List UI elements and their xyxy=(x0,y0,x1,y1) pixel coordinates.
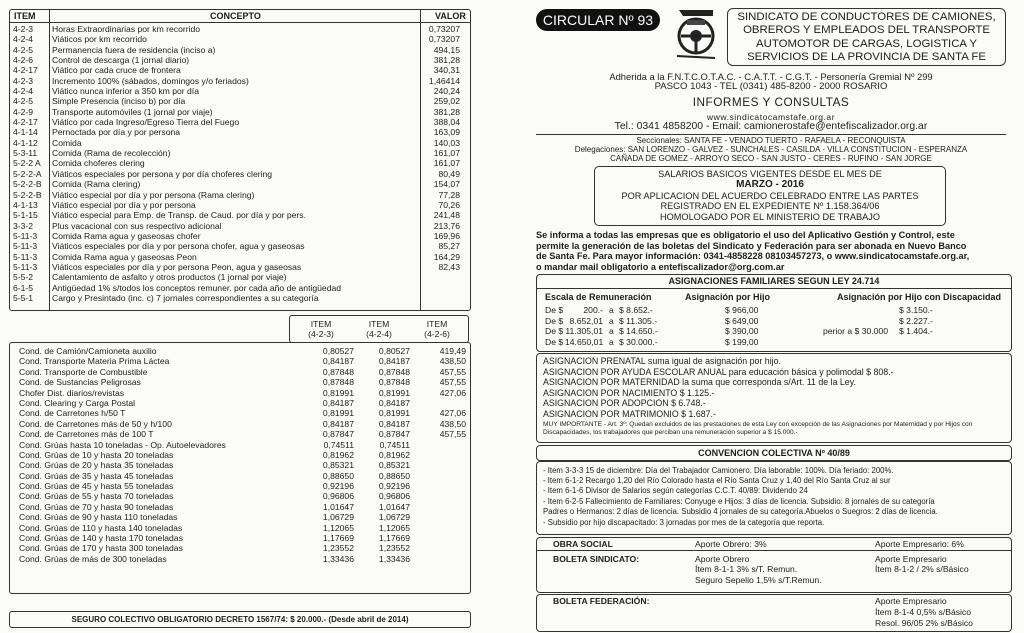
item-code: 5-2-2 A xyxy=(13,158,41,169)
cond-value-426: 457,55 xyxy=(439,377,466,388)
cond-value-424: 0,92196 xyxy=(378,481,410,492)
items-table-row xyxy=(10,34,470,44)
cond-value-423: 0,81962 xyxy=(322,449,354,460)
cond-value-424: 0,84187 xyxy=(378,397,410,408)
cond-table-row xyxy=(10,554,470,564)
cond-value-424: 0,84187 xyxy=(378,356,410,367)
item-code: 4-1-14 xyxy=(13,127,38,138)
items-table-row xyxy=(10,200,470,210)
items-table-row xyxy=(10,210,470,220)
cond-value-423: 0,96806 xyxy=(322,491,354,502)
item-code: 4-2-3 xyxy=(13,75,34,86)
address-line: PASCO 1043 - TEL (0341) 485-8200 - 2000 ROSARIO xyxy=(654,81,888,92)
items-table-row xyxy=(10,190,470,200)
cond-table-row xyxy=(10,356,470,366)
cond-value-426: 427,06 xyxy=(439,387,466,398)
asignaciones-row: De $ 200.- a $ 8.652.- $ 966,00 $ 3.150.- xyxy=(545,305,933,315)
cond-desc: Cond. Grúas de 140 y hasta 170 toneladas xyxy=(19,533,183,544)
cond-desc: Cond. de Sustancias Peligrosas xyxy=(19,377,141,388)
cond-value-423: 1,01647 xyxy=(322,501,354,512)
item-concepto: Calentamiento de asfalto y otros productos (1 jornal por viaje) xyxy=(52,272,287,283)
item-concepto: Pernoctada por día y por persona xyxy=(52,127,181,138)
items-table-row xyxy=(10,169,470,179)
cond-desc: Cond. de Carretones más de 100 T xyxy=(19,429,154,440)
items-table-row xyxy=(10,221,470,231)
item-code: 4-2-3 xyxy=(13,24,34,34)
cond-desc: Cond. Grúas de 20 y hasta 35 toneladas xyxy=(19,460,174,471)
cond-value-424: 0,87847 xyxy=(378,429,410,440)
items-table-row xyxy=(10,138,470,148)
cond-value-424: 0,88650 xyxy=(378,470,410,481)
cond-table xyxy=(9,342,471,594)
circular-badge: CIRCULAR Nº 93 xyxy=(536,9,660,31)
item-code: 4-1-13 xyxy=(13,199,38,210)
cond-value-423: 0,81991 xyxy=(322,408,354,419)
boleta-federacion-box: BOLETA FEDERACIÓN: Aporte Empresario Ítem 8-1-4 0,5% s/Básico Resol. 96/05 2% s/Básico xyxy=(536,594,1012,632)
item-code: 5-2-2-A xyxy=(13,168,42,179)
cond-desc: Cond. Transporte de Combustible xyxy=(19,366,148,377)
item-code: 5-3-11 xyxy=(13,148,38,159)
cond-desc: Cond. Grúas de 170 y hasta 300 toneladas xyxy=(19,543,183,554)
items-table-row xyxy=(10,96,470,106)
cond-desc: Cond. Grúas de 90 y hasta 110 toneladas xyxy=(19,512,178,523)
item-code: 4-2-6 xyxy=(13,55,34,66)
cond-value-424: 0,81991 xyxy=(378,387,410,398)
cond-table-row xyxy=(10,460,470,470)
cond-table-row xyxy=(10,398,470,408)
cond-value-424: 0,96806 xyxy=(378,491,410,502)
asignaciones-title: ASIGNACIONES FAMILIARES SEGUN LEY 24.714 xyxy=(537,275,1011,289)
item-concepto: Viático nunca inferior a 350 km por día xyxy=(52,86,199,97)
item-concepto: Comida choferes clering xyxy=(52,158,145,169)
items-table-row xyxy=(10,293,470,303)
cond-table-row xyxy=(10,523,470,533)
items-table-row xyxy=(10,283,470,293)
items-table xyxy=(9,9,471,311)
items-table-row xyxy=(10,252,470,262)
cond-value-426: 457,55 xyxy=(439,429,466,440)
muy-importante-note: MUY IMPORTANTE - Art. 3º: Quedan excluidos de las prestaciones de esta Ley con excepción de las Asignaciones por Maternidad y por Hijos con Discapacidades, los trabajadores que perciban una remuneración superior a $ 15.000.- xyxy=(543,421,973,436)
cond-desc: Cond. Grúas de 10 y hasta 20 toneladas xyxy=(19,449,174,460)
cond-desc: Cond. Grúas de 55 y hasta 70 toneladas xyxy=(19,491,174,502)
cond-value-424: 0,80527 xyxy=(378,346,410,356)
cond-value-424: 0,85321 xyxy=(378,460,410,471)
cond-desc: Cond. de Carretones más de 50 y h/100 xyxy=(19,418,172,429)
cond-table-row xyxy=(10,491,470,501)
items-rows xyxy=(10,24,470,303)
header-item: ITEM xyxy=(14,11,36,21)
asignaciones-row: De $ 11.305,01 a $ 14.650.- $ 390,00 perior a $ 30.000 $ 1.404.- xyxy=(545,326,933,336)
items-table-row xyxy=(10,179,470,189)
item-concepto: Comida Rama agua y gaseosas Peon xyxy=(52,251,197,262)
cond-value-423: 1,17669 xyxy=(322,533,354,544)
item-concepto: Antigüedad 1% s/todos los conceptos remuner. por cada año de antigüedad xyxy=(52,282,342,293)
item-valor: 163,09 xyxy=(433,127,460,138)
items-table-row xyxy=(10,231,470,241)
items-table-row xyxy=(10,262,470,272)
cond-value-423: 1,33436 xyxy=(322,553,354,564)
item-concepto: Incremento 100% (sábados, domingos y/o feriados) xyxy=(52,75,249,86)
item-valor: 494,15 xyxy=(433,44,460,55)
item-valor: 381,28 xyxy=(433,106,460,117)
seguro-banner: SEGURO COLECTIVO OBLIGATORIO DECRETO 1567/74: $ 20.000.- (Desde abril de 2014) xyxy=(9,611,471,628)
item-valor: 140,03 xyxy=(433,137,460,148)
items-table-row xyxy=(10,272,470,282)
cond-value-426: 427,06 xyxy=(439,408,466,419)
steering-wheel-logo-icon xyxy=(673,6,719,64)
cond-value-424: 0,74511 xyxy=(379,439,410,450)
adherida-line: Adherida a la F.N.T.C.O.T.A.C. - C.A.T.T. - C.G.T. - Personería Gremial Nº 299 xyxy=(609,71,933,82)
item-code: 5-5-2 xyxy=(13,272,34,283)
cond-value-423: 0,74511 xyxy=(323,439,354,450)
item-valor: 164,29 xyxy=(433,251,460,262)
items-table-row xyxy=(10,148,470,158)
cond-value-426: 419,49 xyxy=(439,346,466,356)
item-valor: 0,73207 xyxy=(428,24,460,34)
cond-desc: Cond. Grúas hasta 10 toneladas - Op. Autoelevadores xyxy=(19,439,226,450)
item-code: 5-1-15 xyxy=(13,210,38,221)
items-table-row xyxy=(10,65,470,75)
cond-header-col-1: ITEM (4-2-3) xyxy=(308,319,334,339)
cond-table-row xyxy=(10,408,470,418)
cond-desc: Cond. Clearing y Carga Postal xyxy=(19,397,136,408)
cond-value-424: 0,81991 xyxy=(378,408,410,419)
cond-value-423: 0,88650 xyxy=(322,470,354,481)
items-table-row xyxy=(10,241,470,251)
cond-desc: Cond. Grúas de 45 y hasta 55 toneladas xyxy=(19,481,174,492)
item-code: 5-2-2-B xyxy=(13,179,42,190)
item-valor: 259,02 xyxy=(433,96,460,107)
website-link[interactable]: www.sindicatocamstafe.org.ar xyxy=(706,112,836,122)
cond-value-423: 0,92196 xyxy=(322,481,354,492)
item-valor: 1,46414 xyxy=(428,75,460,86)
item-code: 4-2-17 xyxy=(13,65,38,76)
cond-value-424: 0,81962 xyxy=(378,449,410,460)
item-code: 5-5-1 xyxy=(13,292,34,303)
item-valor: 77,28 xyxy=(438,189,460,200)
contact-line: Tel.: 0341 4858200 - Email: camionerostafe@entefiscalizador.org.ar xyxy=(614,121,928,132)
items-table-row xyxy=(10,117,470,127)
item-code: 4-2-9 xyxy=(13,106,34,117)
cond-value-423: 1,12065 xyxy=(322,522,354,533)
cond-desc: Cond. Grúas de 35 y hasta 45 toneladas xyxy=(19,470,174,481)
item-valor: 80,49 xyxy=(438,168,460,179)
item-valor: 240,24 xyxy=(433,86,460,97)
cond-value-424: 1,23552 xyxy=(378,543,410,554)
item-valor: 161,07 xyxy=(433,148,460,159)
item-code: 5-11-3 xyxy=(13,261,38,272)
item-concepto: Permanencia fuera de residencia (inciso a) xyxy=(52,44,216,55)
cond-table-row xyxy=(10,450,470,460)
cond-rows xyxy=(10,346,470,564)
cond-table-row xyxy=(10,388,470,398)
cond-value-423: 0,80527 xyxy=(322,346,354,356)
salarios-box: SALARIOS BASICOS VIGENTES DESDE EL MES DE MARZO - 2016 POR APLICACION DEL ACUERDO CELEBRADO ENTRE LAS PARTES REGISTRADO EN EL EXPEDIENTE Nº 1.158.364/06 HOMOLOGADO POR EL MINISTERIO DE TRABAJO xyxy=(594,166,946,226)
cond-desc: Cond. de Camión/Camioneta auxilio xyxy=(19,346,157,356)
item-concepto: Viático por cada Ingreso/Egreso Tierra del Fuego xyxy=(52,117,240,128)
items-table-row xyxy=(10,158,470,168)
items-table-row xyxy=(10,24,470,34)
items-table-row xyxy=(10,86,470,96)
cond-value-426: 438,50 xyxy=(439,418,466,429)
item-code: 4-2-4 xyxy=(13,86,34,97)
item-concepto: Viáticos por km recorrido xyxy=(52,34,147,45)
item-concepto: Viáticos especiales por día y por persona Peon, agua y gaseosas xyxy=(52,261,302,272)
cond-value-424: 0,87848 xyxy=(378,366,410,377)
item-concepto: Comida (Rama clering) xyxy=(52,179,141,190)
item-concepto: Viático especial para Emp. de Transp. de Caud. por día y por pers. xyxy=(52,210,306,221)
item-valor: 161,07 xyxy=(433,158,460,169)
informes-title: INFORMES Y CONSULTAS xyxy=(692,95,850,109)
cond-value-424: 0,87848 xyxy=(378,377,410,388)
cond-header-col-2: ITEM (4-2-4) xyxy=(366,319,392,339)
item-concepto: Viáticos especiales por persona y por día choferes clering xyxy=(52,168,273,179)
item-concepto: Comida xyxy=(52,137,82,148)
cond-table-row xyxy=(10,346,470,356)
item-concepto: Simple Presencia (inciso b) por día xyxy=(52,96,186,107)
cond-desc: Cond. Transporte Materia Prima Láctea xyxy=(19,356,170,367)
item-concepto: Control de descarga (1 jornal diario) xyxy=(52,55,190,66)
cond-value-423: 0,87847 xyxy=(322,429,354,440)
cond-value-423: 0,84187 xyxy=(322,356,354,367)
asignaciones-row: De $ 14.650,01 a $ 30.000.- $ 199,00 xyxy=(545,336,759,347)
cond-value-423: 1,06729 xyxy=(322,512,354,523)
info-paragraph: Se informa a todas las empresas que es obligatorio el uso del Aplicativo Gestión y Control, este permite la generación de las boletas del Sindicato y Federación para ser abonada en Nuevo Banco de Santa Fe. Para mayor información: 0341-4858228 08103457273, o www.sindicatocamstafe.org.ar, o mandar mail obligatorio a entefiscalizador@org.com.ar xyxy=(536,230,970,272)
items-table-row xyxy=(10,127,470,137)
item-code: 5-11-3 xyxy=(13,251,38,262)
items-table-row xyxy=(10,107,470,117)
cond-header-col-3: ITEM (4-2-6) xyxy=(424,319,450,339)
convencion-title: CONVENCION COLECTIVA Nº 40/89 xyxy=(536,445,1012,461)
cond-table-row xyxy=(10,502,470,512)
cond-value-423: 0,81991 xyxy=(322,387,354,398)
item-concepto: Cargo y Presintado (inc. c) 7 jornales correspondientes a su categoría xyxy=(52,292,319,303)
item-valor: 241,48 xyxy=(433,210,460,221)
cond-table-row xyxy=(10,543,470,553)
sindicato-name-box: SINDICATO DE CONDUCTORES DE CAMIONES, OBREROS Y EMPLEADOS DEL TRANSPORTE AUTOMOTOR DE CARGAS, LOGISTICA Y SERVICIOS DE LA PROVINCIA DE SANTA FE xyxy=(727,8,1006,66)
cond-value-424: 1,06729 xyxy=(378,512,410,523)
cond-value-423: 0,84187 xyxy=(322,418,354,429)
convencion-box: - Item 3-3-3 15 de diciembre: Día del Trabajador Camionero. Día laborable: 100%. Día feriado: 200%. - Item 6-1-2 Recargo 1,20 del Río Colorado hasta el Río Santa Cruz y 1,40 del Río Santa Cruz al sur - Item 6-1-6 Divisor de Salarios según categorías C.C.T. 40/89: Dividendo 24 - Item 6-2-5 Fallecimiento de Familiares: Conyuge e Hijos: 3 días de licencia. Subsidio: 8 jornales de su categoría Padres o Hermanos: 2 días de licencia. Subsidio 4 jornales de su categoría.Abuelos o Suegros: 2 días de licencia. - Subsidio por hijo discapacitado: 3 jornadas por mes de la categoría que reporta. xyxy=(536,461,1012,535)
items-table-row xyxy=(10,55,470,65)
item-code: 3-3-2 xyxy=(13,220,34,231)
cond-value-426: 438,50 xyxy=(439,356,466,367)
cond-table-row xyxy=(10,377,470,387)
item-valor: 340,31 xyxy=(433,65,460,76)
cond-table-row xyxy=(10,533,470,543)
item-valor: 70,26 xyxy=(438,199,460,210)
cond-table-row xyxy=(10,429,470,439)
item-code: 5-11-3 xyxy=(13,230,38,241)
obra-social-box: OBRA SOCIAL Aporte Obrero: 3% Aporte Empresario: 6% BOLETA SINDICATO: Aporte Obrero Ítem 8-1-1 3% s/T. Remun. Seguro Sepelio 1,5% s/T.Remun. Aporte Empresario Ítem 8-1-2 / 2% s/Básico xyxy=(536,537,1012,593)
item-code: 5-2-2-B xyxy=(13,189,42,200)
items-table-header xyxy=(10,10,470,23)
cond-value-423: 0,85321 xyxy=(322,460,354,471)
cond-desc: Chofer Dist. diarios/revistas xyxy=(19,387,125,398)
item-valor: 154,07 xyxy=(433,179,460,190)
cond-desc: Cond. de Carretones h/50 T xyxy=(19,408,126,419)
item-concepto: Viático por cada cruce de frontera xyxy=(52,65,181,76)
item-code: 5-11-3 xyxy=(13,241,38,252)
item-concepto: Transporte automóviles (1 jornal por viaje) xyxy=(52,106,213,117)
cond-table-header xyxy=(289,315,469,343)
cond-desc: Cond. Grúas de 70 y hasta 90 toneladas xyxy=(19,501,174,512)
item-code: 6-1-5 xyxy=(13,282,34,293)
item-concepto: Plus vacacional con sus respectivo adicional xyxy=(52,220,222,231)
item-valor: 169,96 xyxy=(433,230,460,241)
header-concepto: CONCEPTO xyxy=(210,11,261,21)
item-code: 4-1-12 xyxy=(13,137,38,148)
item-valor: 85,27 xyxy=(438,241,460,252)
asignaciones-box: ASIGNACIONES FAMILIARES SEGUN LEY 24.714 Escala de Remuneración Asignación por Hijo Asignación por Hijo con Discapacidad De $ 200.- a $ 8.652.- $ 966,00 $ 3.150.- De $ 8.652,01 a $ 11.305.- $ 649,00 $ 2.227.- De $ 11.305,01 a $ 14.650.- $ 390,00 perior a $ 30.000 $ 1.404.- De $ 14.650,01 a $ 30.000.- $ 199,00 xyxy=(536,274,1012,352)
cond-table-row xyxy=(10,471,470,481)
cond-value-423: 0,84187 xyxy=(322,397,354,408)
item-concepto: Viático especial por día y por persona xyxy=(52,199,196,210)
item-concepto: Viáticos especiales por día y por persona chofer, agua y gaseosas xyxy=(52,241,305,252)
item-concepto: Comida Rama agua y gaseosas chofer xyxy=(52,230,201,241)
cond-table-row xyxy=(10,440,470,450)
cond-table-row xyxy=(10,367,470,377)
item-code: 4-2-5 xyxy=(13,44,34,55)
cond-table-row xyxy=(10,419,470,429)
cond-desc: Cond. Grúas de más de 300 toneladas xyxy=(19,553,167,564)
item-code: 4-2-4 xyxy=(13,34,34,45)
item-code: 4-2-5 xyxy=(13,96,34,107)
prenatal-box: ASIGNACION PRENATAL suma igual de asignación por hijo. ASIGNACION POR AYUDA ESCOLAR ANUAL para educación básica y polimodal $ 808.- ASIGNACION POR MATERNIDAD la suma que corresponda s/Art. 11 de la Ley. ASIGNACION POR NACIMIENTO $ 1.125.- ASIGNACION POR ADOPCION $ 6.748.- ASIGNACION POR MATRIMONIO $ 1.687.- MUY IMPORTANTE - Art. 3º: Quedan excluidos de las prestaciones de esta Ley con excepción de las Asignaciones por Maternidad y por Hijos con Discapacidades, los trabajadores que perciban una remuneración superior a $ 15.000.- xyxy=(536,353,1012,443)
item-code: 4-2-17 xyxy=(13,117,38,128)
item-valor: 82,43 xyxy=(438,261,460,272)
item-valor: 388,04 xyxy=(433,117,460,128)
item-concepto: Comida (Rama de recolección) xyxy=(52,148,171,159)
cond-value-424: 1,12065 xyxy=(378,522,410,533)
item-concepto: Horas Extraordinarias por km recorrido xyxy=(52,24,201,34)
header-valor: VALOR xyxy=(435,11,466,21)
cond-value-424: 1,17669 xyxy=(378,533,410,544)
cond-value-423: 0,87848 xyxy=(322,366,354,377)
cond-desc: Cond. Grúas de 110 y hasta 140 toneladas xyxy=(19,522,183,533)
items-table-row xyxy=(10,76,470,86)
cond-value-423: 0,87848 xyxy=(322,377,354,388)
cond-table-row xyxy=(10,512,470,522)
item-valor: 213,76 xyxy=(433,220,460,231)
cond-value-424: 0,84187 xyxy=(378,418,410,429)
item-valor: 0,73207 xyxy=(428,34,460,45)
asignaciones-row: De $ 8.652,01 a $ 11.305.- $ 649,00 $ 2.227.- xyxy=(545,315,933,326)
cond-value-424: 1,33436 xyxy=(378,553,410,564)
cond-value-424: 1,01647 xyxy=(378,501,410,512)
cond-table-row xyxy=(10,481,470,491)
seccionales-block: Seccionales: SANTA FE - VENADO TUERTO - RAFAELA - RECONQUISTA Delegaciones: SAN LORENZO - GALVEZ - SUNCHALES - CASILDA - VILLA CONSTITUCION - ESPERANZA CAÑADA DE GOMEZ - ARROYO SECO - SAN JUSTO - CERES - RUFINO - SAN JORGE xyxy=(574,136,968,163)
cond-value-423: 1,23552 xyxy=(322,543,354,554)
item-valor: 381,28 xyxy=(433,55,460,66)
items-table-row xyxy=(10,45,470,55)
cond-value-426: 457,55 xyxy=(439,366,466,377)
item-concepto: Viático especial por día y por persona (Rama clering) xyxy=(52,189,255,200)
